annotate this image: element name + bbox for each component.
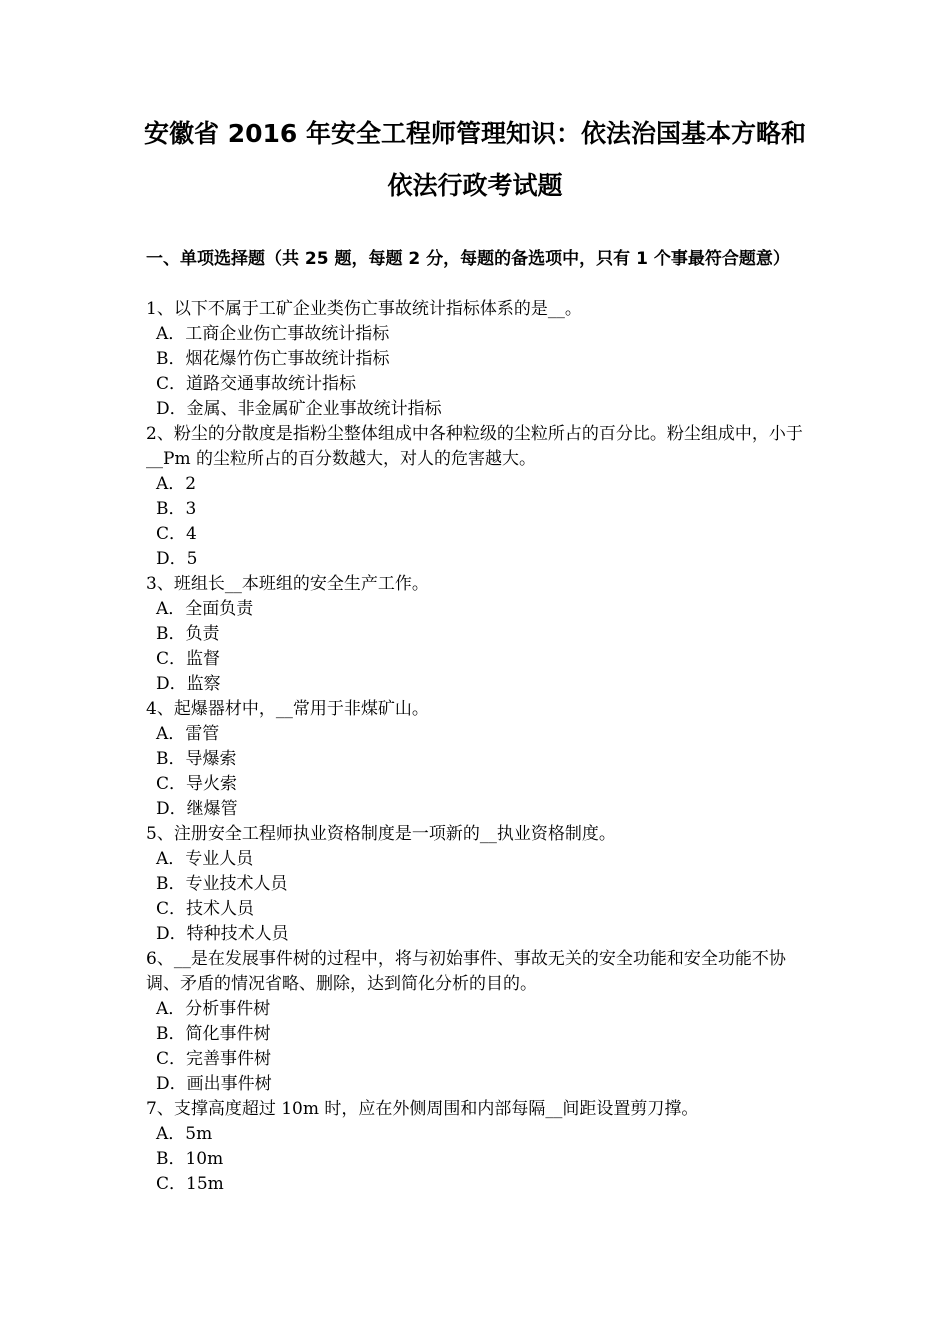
answer-option: B．负责 xyxy=(156,624,220,644)
answer-option: A．全面负责 xyxy=(156,599,254,619)
section-heading: 一、单项选择题（共 25 题，每题 2 分，每题的备选项中，只有 1 个事最符合题意） xyxy=(146,249,790,269)
question-stem: 5、注册安全工程师执业资格制度是一项新的__执业资格制度。 xyxy=(146,824,616,844)
answer-option: A．专业人员 xyxy=(156,849,254,869)
answer-option: C．导火索 xyxy=(156,774,238,794)
answer-option: C．监督 xyxy=(156,649,221,669)
answer-option: A．分析事件树 xyxy=(156,999,271,1019)
question-6 xyxy=(146,947,810,1097)
question-4 xyxy=(146,697,810,822)
document-title-line-2: 依法行政考试题 xyxy=(387,171,563,200)
answer-option: A．2 xyxy=(156,474,197,494)
answer-option: A．工商企业伤亡事故统计指标 xyxy=(156,324,390,344)
answer-option: B．专业技术人员 xyxy=(156,874,288,894)
question-7 xyxy=(146,1097,810,1197)
answer-option: B．导爆索 xyxy=(156,749,237,769)
answer-option: B．10m xyxy=(156,1149,224,1169)
answer-option: D．金属、非金属矿企业事故统计指标 xyxy=(156,399,442,419)
answer-option: C．15m xyxy=(156,1174,224,1194)
answer-option: D．特种技术人员 xyxy=(156,924,289,944)
question-stem: 6、__是在发展事件树的过程中，将与初始事件、事故无关的安全功能和安全功能不协调、矛盾的情况省略、删除，达到简化分析的目的。 xyxy=(146,949,786,994)
answer-option: D．5 xyxy=(156,549,198,569)
answer-option: C．技术人员 xyxy=(156,899,255,919)
answer-option: B．简化事件树 xyxy=(156,1024,271,1044)
answer-option: B．3 xyxy=(156,499,197,519)
question-stem: 3、班组长__本班组的安全生产工作。 xyxy=(146,574,429,594)
answer-option: C．道路交通事故统计指标 xyxy=(156,374,357,394)
answer-option: A．5m xyxy=(156,1124,213,1144)
answer-option: B．烟花爆竹伤亡事故统计指标 xyxy=(156,349,390,369)
question-1 xyxy=(146,297,810,422)
question-2 xyxy=(146,422,810,572)
question-stem: 7、支撑高度超过 10m 时，应在外侧周围和内部每隔__间距设置剪刀撑。 xyxy=(146,1099,699,1119)
answer-option: C．4 xyxy=(156,524,197,544)
answer-option: D．画出事件树 xyxy=(156,1074,272,1094)
question-stem: 1、以下不属于工矿企业类伤亡事故统计指标体系的是__。 xyxy=(146,299,582,319)
question-3 xyxy=(146,572,810,697)
answer-option: D．监察 xyxy=(156,674,221,694)
question-list xyxy=(146,297,810,1197)
answer-option: D．继爆管 xyxy=(156,799,238,819)
question-stem: 4、起爆器材中，__常用于非煤矿山。 xyxy=(146,699,429,719)
document-title-line-1: 安徽省 2016 年安全工程师管理知识：依法治国基本方略和 xyxy=(144,119,806,148)
answer-option: A．雷管 xyxy=(156,724,220,744)
question-5 xyxy=(146,822,810,947)
question-stem: 2、粉尘的分散度是指粉尘整体组成中各种粒级的尘粒所占的百分比。粉尘组成中，小于__Pm 的尘粒所占的百分数越大，对人的危害越大。 xyxy=(146,424,803,469)
answer-option: C．完善事件树 xyxy=(156,1049,272,1069)
